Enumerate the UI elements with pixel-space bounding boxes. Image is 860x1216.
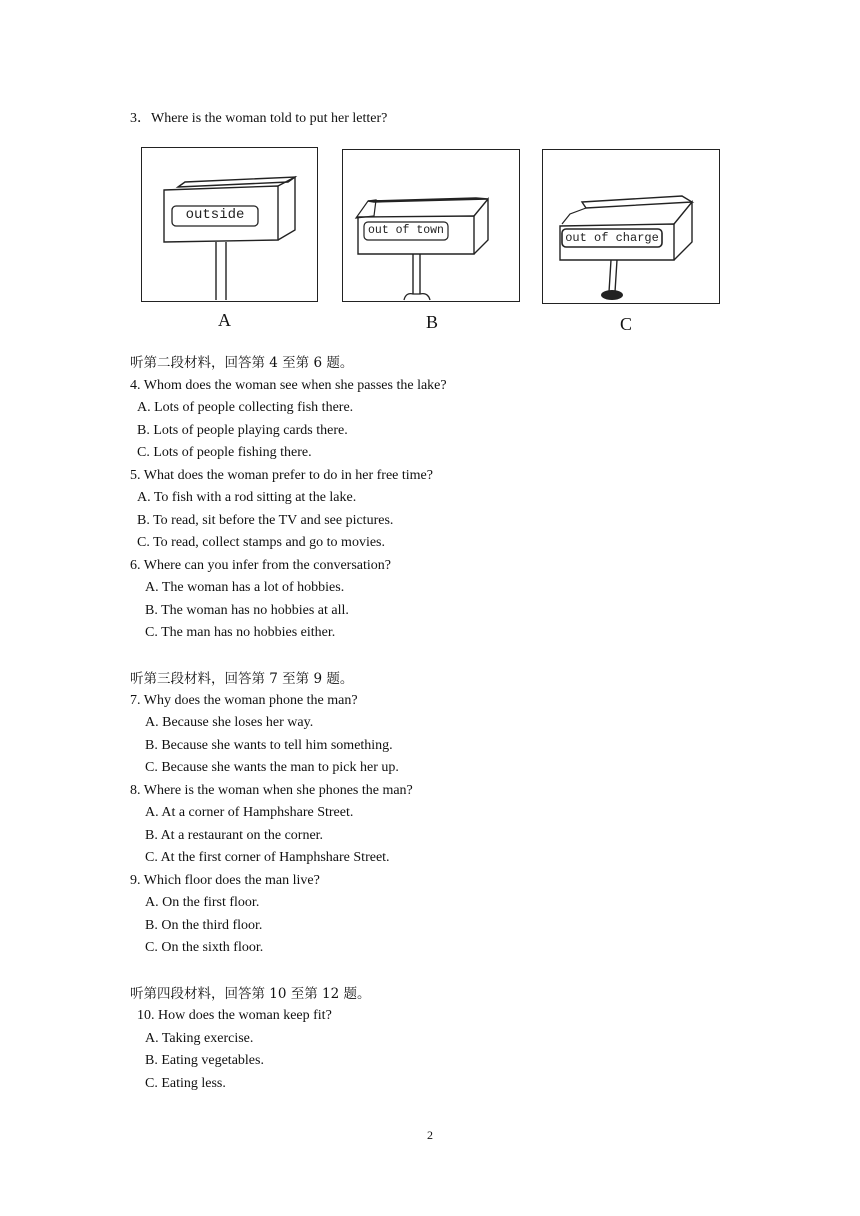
question-7-option-c: C. Because she wants the man to pick her up. [145,760,399,775]
question-8-option-b: B. At a restaurant on the corner. [145,828,324,843]
question-9-option-c: C. On the sixth floor. [145,940,264,955]
question-7-text: 7. Why does the woman phone the man? [130,693,358,708]
question-5-option-b: B. To read, sit before the TV and see pictures. [137,513,394,528]
sign-label-b: out of town [368,224,444,237]
question-5-text: 5. What does the woman prefer to do in her free time? [130,468,433,483]
figure-letter-a: A [218,310,231,330]
question-9-text: 9. Which floor does the man live? [130,873,320,888]
question-4-text: 4. Whom does the woman see when she passes the lake? [130,378,447,393]
question-8-option-c: C. At the first corner of Hamphshare Street. [145,850,390,865]
figure-letter-c: C [620,314,633,334]
mailbox-sign-c-drawing [540,144,728,309]
question-6-option-a: A. The woman has a lot of hobbies. [145,580,345,595]
question-6-option-b: B. The woman has no hobbies at all. [145,603,349,618]
question-5-option-a: A. To fish with a rod sitting at the lake. [137,490,357,505]
question-7-option-a: A. Because she loses her way. [145,715,314,730]
question-9-option-a: A. On the first floor. [145,895,260,910]
question-7-option-b: B. Because she wants to tell him something. [145,738,393,753]
question-3-text: 3．Where is the woman told to put her letter? [130,111,388,126]
question-10-option-a: A. Taking exercise. [145,1031,254,1046]
question-6-option-c: C. The man has no hobbies either. [145,625,336,640]
mailbox-sign-a-drawing [138,144,320,304]
question-6-text: 6. Where can you infer from the conversation? [130,558,391,573]
figure-letter-b: B [426,312,439,332]
section-3-heading: 听第三段材料，回答第 7 至第 9 题。 [130,671,354,687]
section-2-heading: 听第二段材料，回答第 4 至第 6 题。 [130,355,354,371]
question-9-option-b: B. On the third floor. [145,918,263,933]
sign-label-c: out of charge [565,231,659,245]
question-10-option-c: C. Eating less. [145,1076,226,1091]
question-4-option-b: B. Lots of people playing cards there. [137,423,348,438]
question-10-text: 10. How does the woman keep fit? [137,1008,332,1023]
question-3-figures [138,144,728,339]
question-4-option-a: A. Lots of people collecting fish there. [137,400,354,415]
page-number: 2 [427,1128,433,1142]
question-5-option-c: C. To read, collect stamps and go to movies. [137,535,385,550]
sign-label-a: outside [185,207,245,223]
question-8-option-a: A. At a corner of Hamphshare Street. [145,805,354,820]
question-10-option-b: B. Eating vegetables. [145,1053,264,1068]
question-4-option-c: C. Lots of people fishing there. [137,445,312,460]
question-8-text: 8. Where is the woman when she phones the man? [130,783,413,798]
section-4-heading: 听第四段材料，回答第 10 至第 12 题。 [130,986,371,1002]
